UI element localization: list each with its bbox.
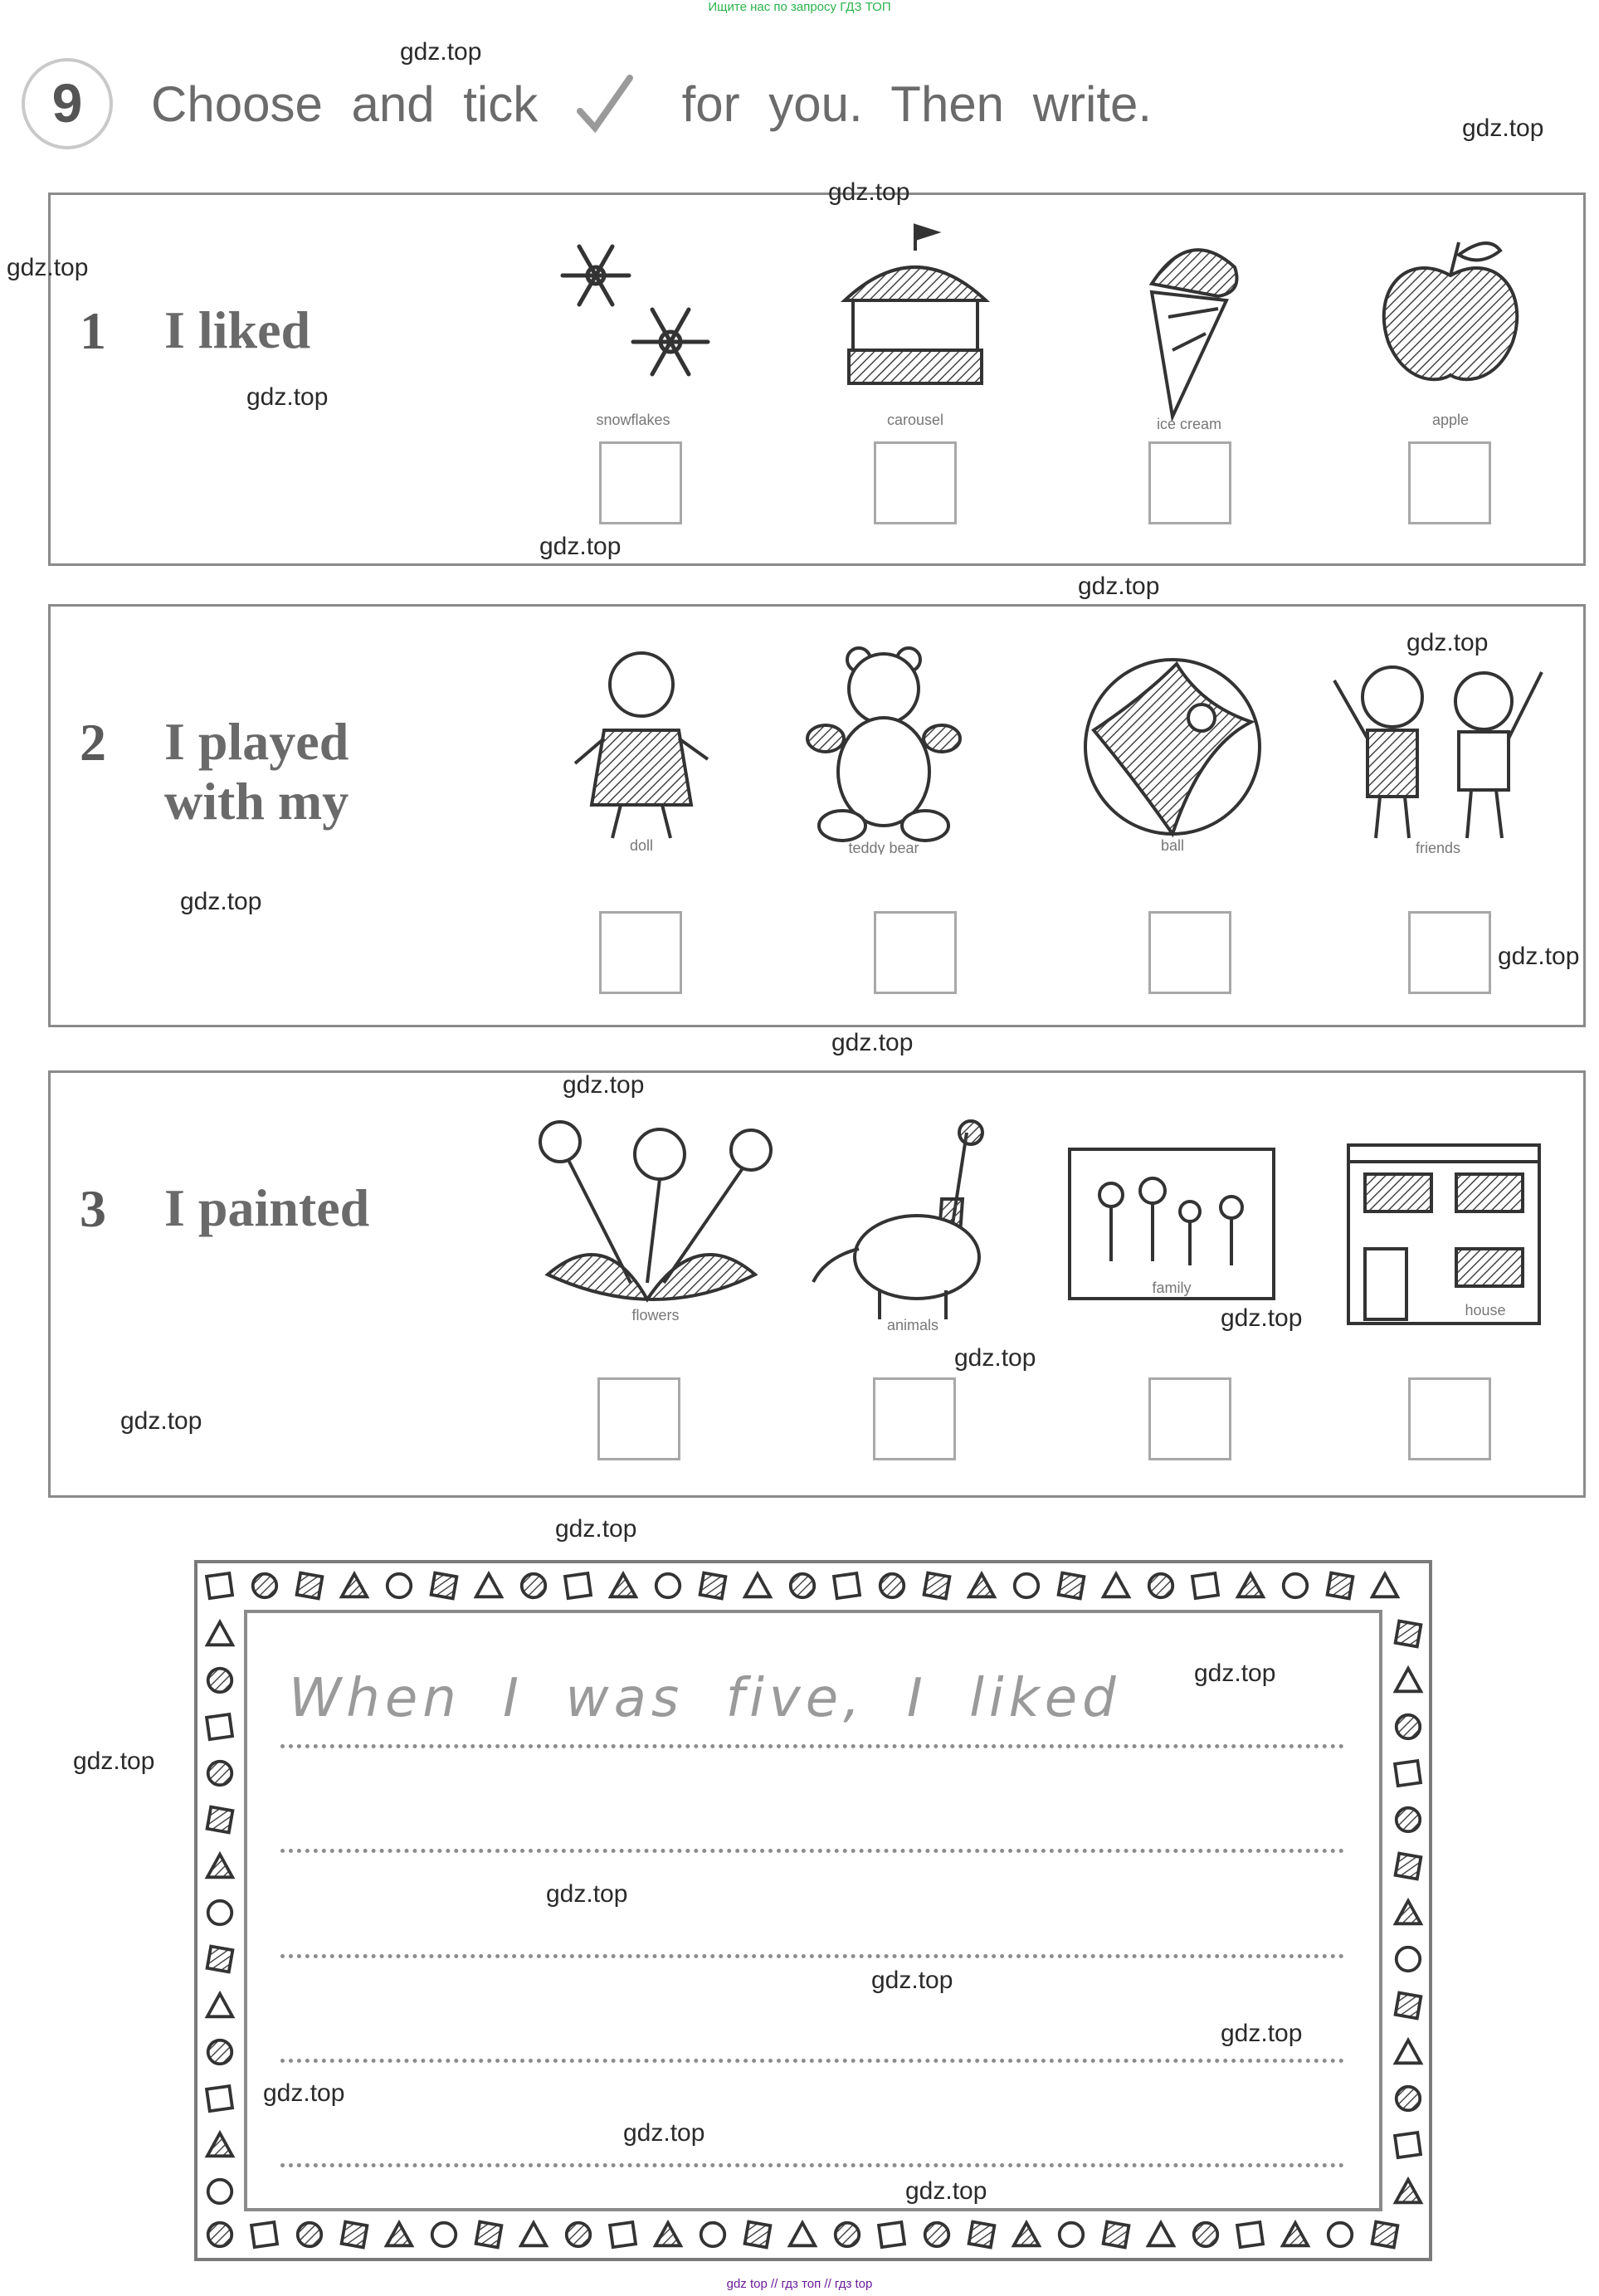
frame-shape-icon (204, 2219, 236, 2250)
picture-ball (1077, 639, 1268, 855)
watermark: gdz.top (546, 1880, 628, 1908)
item-number-2: 2 (80, 713, 106, 772)
frame-shape-icon (1055, 1570, 1087, 1601)
frame-shape-icon (1392, 1943, 1424, 1975)
writing-line-1[interactable] (280, 1744, 1344, 1748)
picture-doll (546, 639, 737, 855)
frame-shape-icon (1392, 2036, 1424, 2068)
frame-shape-icon (1190, 1570, 1221, 1601)
watermark: gdz.top (555, 1515, 637, 1543)
frame-shape-icon (339, 2219, 370, 2250)
watermark: gdz.top (7, 254, 89, 281)
frame-shape-icon (204, 1804, 236, 1835)
frame-shape-icon (204, 2083, 236, 2114)
frame-shape-icon (294, 1570, 325, 1601)
frame-shape-icon (428, 2219, 460, 2250)
picture-label: teddy bear (848, 840, 919, 855)
frame-shape-icon (204, 1990, 236, 2021)
tickbox-1-snowflakes[interactable] (599, 441, 682, 524)
tickbox-1-ice-cream[interactable] (1148, 441, 1231, 524)
item-text-1: I liked (164, 300, 311, 359)
frame-shape-icon (697, 2219, 729, 2250)
frame-shape-icon (652, 2219, 684, 2250)
frame-shape-icon (204, 1850, 236, 1882)
picture-snowflakes (538, 217, 729, 433)
frame-shape-icon (204, 1897, 236, 1928)
frame-shape-icon (1100, 1570, 1132, 1601)
frame-shape-icon (1235, 2219, 1266, 2250)
watermark: gdz.top (871, 1967, 953, 1994)
tickbox-2-teddy-bear[interactable] (874, 911, 957, 994)
frame-shape-icon (607, 2219, 639, 2250)
watermark: gdz.top (1221, 2020, 1303, 2047)
frame-shape-icon (876, 2219, 908, 2250)
frame-shape-icon (1392, 1665, 1424, 1696)
picture-label: family (1152, 1280, 1192, 1296)
frame-shape-icon (1392, 2083, 1424, 2114)
instruction-after: for you. Then write. (681, 76, 1153, 132)
picture-animals (801, 1116, 1025, 1332)
frame-shape-icon (742, 2219, 773, 2250)
frame-shape-icon (1392, 1804, 1424, 1835)
frame-shape-icon (563, 1570, 594, 1601)
frame-shape-icon (1190, 2219, 1221, 2250)
picture-label: flowers (631, 1307, 680, 1323)
watermark: gdz.top (563, 1071, 645, 1099)
watermark: gdz.top (263, 2079, 345, 2107)
tickbox-2-ball[interactable] (1148, 911, 1231, 994)
picture-ice-cream (1094, 217, 1285, 433)
writing-line-2[interactable] (280, 1849, 1344, 1853)
watermark: gdz.top (1498, 943, 1580, 970)
item-text-2a: I played (164, 712, 349, 771)
frame-shape-icon (831, 1570, 863, 1601)
watermark: gdz.top (1078, 573, 1160, 600)
frame-shape-icon (607, 1570, 639, 1601)
frame-shape-icon (204, 1943, 236, 1975)
picture-family (1065, 1145, 1278, 1303)
picture-label: apple (1431, 412, 1470, 428)
tickbox-2-friends[interactable] (1408, 911, 1491, 994)
frame-shape-icon (697, 1570, 729, 1601)
picture-label: carousel (886, 412, 944, 428)
frame-shape-icon (518, 2219, 549, 2250)
frame-shape-icon (1280, 1570, 1311, 1601)
frame-shape-icon (1011, 1570, 1042, 1601)
instruction-before: Choose and tick (151, 76, 539, 132)
watermark: gdz.top (73, 1748, 155, 1775)
frame-shape-icon (787, 2219, 818, 2250)
watermark: gdz.top (1462, 115, 1544, 142)
frame-shape-icon (1392, 1618, 1424, 1650)
watermark: gdz.top (954, 1344, 1036, 1372)
frame-shape-icon (518, 1570, 549, 1601)
exercise-instruction (151, 73, 1152, 139)
watermark: gdz.top (828, 178, 910, 206)
frame-shape-icon (921, 1570, 953, 1601)
frame-shape-icon (204, 2129, 236, 2161)
frame-shape-icon (1369, 1570, 1401, 1601)
frame-shape-icon (428, 1570, 460, 1601)
watermark: gdz.top (180, 888, 262, 915)
frame-shape-icon (339, 1570, 370, 1601)
frame-shape-icon (1392, 1757, 1424, 1789)
item-text-2b: with my (164, 772, 349, 831)
picture-flowers (523, 1109, 788, 1324)
frame-shape-icon (383, 1570, 415, 1601)
top-banner: Ищите нас по запросу ГДЗ ТОП (708, 0, 891, 14)
watermark: gdz.top (246, 383, 329, 411)
frame-shape-icon (249, 2219, 280, 2250)
picture-label: doll (629, 837, 654, 854)
frame-shape-icon (204, 1618, 236, 1650)
frame-shape-icon (1324, 1570, 1356, 1601)
picture-label: snowflakes (596, 412, 670, 428)
tickbox-3-flowers[interactable] (597, 1377, 680, 1460)
item-number-3: 3 (80, 1179, 106, 1238)
frame-shape-icon (1392, 2176, 1424, 2207)
writing-prompt: When I was five, I liked (289, 1668, 1121, 1729)
frame-shape-icon (1392, 1990, 1424, 2021)
frame-shape-icon (787, 1570, 818, 1601)
frame-shape-icon (294, 2219, 325, 2250)
watermark: gdz.top (120, 1407, 202, 1435)
writing-line-5[interactable] (280, 2163, 1344, 2167)
watermark: gdz.top (905, 2177, 987, 2205)
watermark: gdz.top (1221, 1304, 1303, 1332)
picture-label: ice cream (1156, 416, 1222, 432)
frame-shape-icon (204, 1570, 236, 1601)
watermark: gdz.top (623, 2119, 705, 2147)
frame-shape-icon (249, 1570, 280, 1601)
frame-shape-icon (1392, 1897, 1424, 1928)
frame-shape-icon (563, 2219, 594, 2250)
picture-teddy-bear (788, 639, 979, 855)
writing-line-3[interactable] (280, 1954, 1344, 1958)
item-number-1: 1 (80, 301, 106, 360)
frame-shape-icon (1055, 2219, 1087, 2250)
tickbox-2-doll[interactable] (599, 911, 682, 994)
watermark: gdz.top (400, 38, 482, 66)
picture-friends (1318, 639, 1558, 855)
frame-shape-icon (204, 2176, 236, 2207)
frame-shape-icon (1235, 1570, 1266, 1601)
frame-shape-icon (204, 2036, 236, 2068)
frame-shape-icon (204, 1711, 236, 1743)
frame-shape-icon (876, 1570, 908, 1601)
frame-shape-icon (652, 1570, 684, 1601)
picture-label: ball (1160, 837, 1185, 854)
tickbox-1-apple[interactable] (1408, 441, 1491, 524)
frame-shape-icon (1145, 1570, 1177, 1601)
frame-shape-icon (383, 2219, 415, 2250)
frame-shape-icon (1392, 1850, 1424, 1882)
frame-shape-icon (1392, 2129, 1424, 2161)
watermark: gdz.top (1194, 1660, 1276, 1687)
picture-house (1344, 1141, 1543, 1328)
frame-shape-icon (966, 2219, 997, 2250)
picture-label: friends (1415, 840, 1461, 855)
exercise-number: 9 (22, 58, 113, 149)
frame-shape-icon (831, 2219, 863, 2250)
picture-label: animals (886, 1317, 939, 1332)
picture-apple (1355, 217, 1546, 433)
frame-shape-icon (473, 1570, 505, 1601)
item-text-3: I painted (164, 1178, 370, 1237)
frame-shape-icon (1280, 2219, 1311, 2250)
frame-shape-icon (1011, 2219, 1042, 2250)
watermark: gdz.top (831, 1029, 914, 1056)
tickbox-1-carousel[interactable] (874, 441, 957, 524)
bottom-banner: gdz top // гдз топ // гдз top (726, 2277, 873, 2291)
tickbox-3-house[interactable] (1408, 1377, 1491, 1460)
picture-carousel (820, 217, 1011, 433)
frame-shape-icon (1369, 2219, 1401, 2250)
tickbox-3-family[interactable] (1148, 1377, 1231, 1460)
watermark: gdz.top (539, 533, 622, 560)
watermark: gdz.top (1406, 629, 1489, 656)
frame-shape-icon (473, 2219, 505, 2250)
picture-label: house (1465, 1302, 1506, 1319)
frame-shape-icon (966, 1570, 997, 1601)
frame-shape-icon (1145, 2219, 1177, 2250)
frame-shape-icon (1100, 2219, 1132, 2250)
frame-shape-icon (204, 1757, 236, 1789)
frame-shape-icon (921, 2219, 953, 2250)
tick-icon (572, 73, 638, 139)
frame-shape-icon (204, 1665, 236, 1696)
frame-shape-icon (1324, 2219, 1356, 2250)
writing-line-4[interactable] (280, 2059, 1344, 2063)
frame-shape-icon (1392, 1711, 1424, 1743)
tickbox-3-animals[interactable] (873, 1377, 956, 1460)
frame-shape-icon (742, 1570, 773, 1601)
